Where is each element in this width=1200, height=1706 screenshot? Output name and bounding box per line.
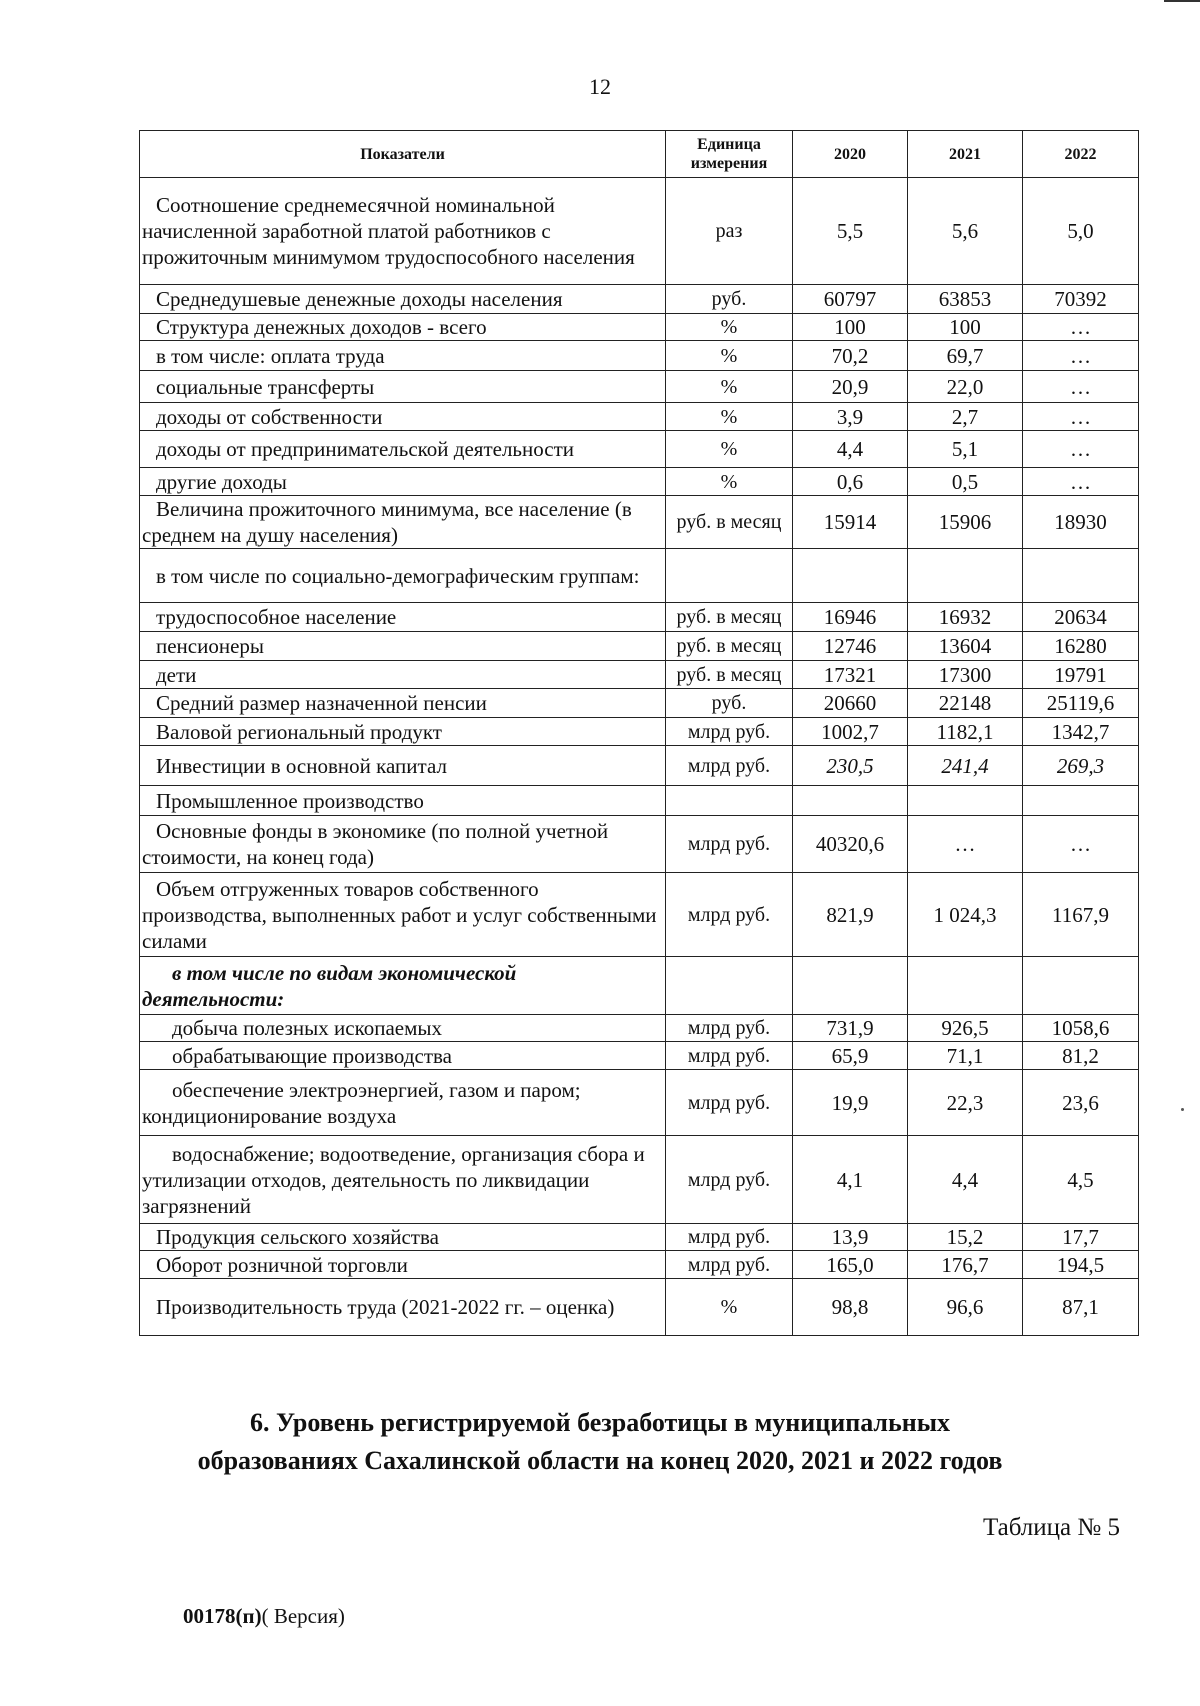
row-value-2022	[1023, 549, 1139, 603]
table-row	[140, 718, 1139, 746]
row-label: доходы от предпринимательской деятельности	[140, 431, 666, 468]
row-value-2022: 1167,9	[1023, 873, 1139, 957]
row-value-2022: 87,1	[1023, 1279, 1139, 1336]
table-row	[140, 314, 1139, 341]
row-value-2020: 13,9	[793, 1224, 908, 1251]
row-value-2022: 194,5	[1023, 1251, 1139, 1279]
row-value-2020: 19,9	[793, 1070, 908, 1136]
row-value-2022: …	[1023, 816, 1139, 873]
row-value-2020: 40320,6	[793, 816, 908, 873]
row-label: водоснабжение; водоотведение, организация сбора и утилизации отходов, деятельность по ликвидации загрязнений	[140, 1136, 666, 1224]
row-value-2020	[793, 549, 908, 603]
scan-edge-dot	[1181, 1108, 1184, 1111]
row-value-2020: 100	[793, 314, 908, 341]
row-value-2022: 1058,6	[1023, 1015, 1139, 1042]
document-code: 00178(п)	[183, 1604, 262, 1628]
row-value-2020: 15914	[793, 496, 908, 549]
row-value-2021: 100	[908, 314, 1023, 341]
table-row	[140, 816, 1139, 873]
header-2022: 2022	[1023, 131, 1139, 178]
row-label: социальные трансферты	[140, 371, 666, 403]
row-value-2020: 60797	[793, 285, 908, 314]
section-heading-line-2: образованиях Сахалинской области на конец 2020, 2021 и 2022 годов	[197, 1446, 1003, 1475]
page-number: 12	[589, 74, 611, 99]
row-value-2022: …	[1023, 341, 1139, 371]
row-value-2022: 81,2	[1023, 1042, 1139, 1070]
row-value-2022: 16280	[1023, 632, 1139, 661]
row-value-2020: 65,9	[793, 1042, 908, 1070]
row-unit: млрд руб.	[666, 1070, 793, 1136]
row-value-2022: 269,3	[1023, 746, 1139, 786]
row-unit: руб. в месяц	[666, 603, 793, 632]
row-value-2020: 98,8	[793, 1279, 908, 1336]
row-label: доходы от собственности	[140, 403, 666, 431]
table-row	[140, 1251, 1139, 1279]
table-row	[140, 285, 1139, 314]
section-heading	[0, 1404, 1200, 1480]
row-value-2021: 4,4	[908, 1136, 1023, 1224]
table-row	[140, 496, 1139, 549]
table-row	[140, 403, 1139, 431]
row-label: другие доходы	[140, 468, 666, 496]
row-value-2022: 17,7	[1023, 1224, 1139, 1251]
table-row	[140, 1042, 1139, 1070]
table-row	[140, 632, 1139, 661]
row-label: Структура денежных доходов - всего	[140, 314, 666, 341]
row-label: в том числе: оплата труда	[140, 341, 666, 371]
row-unit: %	[666, 314, 793, 341]
row-unit: млрд руб.	[666, 816, 793, 873]
row-label: Объем отгруженных товаров собственного производства, выполненных работ и услуг собственными силами	[140, 873, 666, 957]
row-value-2022: 23,6	[1023, 1070, 1139, 1136]
row-value-2020: 3,9	[793, 403, 908, 431]
row-value-2020: 230,5	[793, 746, 908, 786]
row-label: обеспечение электроэнергией, газом и паром; кондиционирование воздуха	[140, 1070, 666, 1136]
table-row	[140, 957, 1139, 1015]
row-unit: млрд руб.	[666, 1224, 793, 1251]
row-value-2020: 4,1	[793, 1136, 908, 1224]
row-value-2022: …	[1023, 468, 1139, 496]
row-label: обрабатывающие производства	[140, 1042, 666, 1070]
row-label: Производительность труда (2021-2022 гг. – оценка)	[140, 1279, 666, 1336]
row-unit: %	[666, 371, 793, 403]
row-value-2022: 25119,6	[1023, 689, 1139, 718]
row-label: Основные фонды в экономике (по полной учетной стоимости, на конец года)	[140, 816, 666, 873]
header-2020: 2020	[793, 131, 908, 178]
row-unit: %	[666, 468, 793, 496]
document-version: ( Версия)	[261, 1604, 345, 1628]
table-header-row	[140, 131, 1139, 178]
row-value-2021: 22,0	[908, 371, 1023, 403]
row-unit	[666, 786, 793, 816]
row-unit	[666, 549, 793, 603]
document-footer	[183, 1604, 345, 1629]
row-value-2022: …	[1023, 371, 1139, 403]
table-row	[140, 1015, 1139, 1042]
row-label: Инвестиции в основной капитал	[140, 746, 666, 786]
table-row	[140, 661, 1139, 689]
table-row	[140, 689, 1139, 718]
row-value-2022: 5,0	[1023, 178, 1139, 285]
row-value-2020	[793, 786, 908, 816]
row-label: Величина прожиточного минимума, все население (в среднем на душу населения)	[140, 496, 666, 549]
row-value-2021: 1182,1	[908, 718, 1023, 746]
row-unit	[666, 957, 793, 1015]
row-value-2021: 22148	[908, 689, 1023, 718]
row-value-2021: 69,7	[908, 341, 1023, 371]
row-value-2022: 20634	[1023, 603, 1139, 632]
header-unit: Единица измерения	[666, 131, 793, 178]
table-row	[140, 1279, 1139, 1336]
row-unit: млрд руб.	[666, 1042, 793, 1070]
row-label: добыча полезных ископаемых	[140, 1015, 666, 1042]
table-row	[140, 1070, 1139, 1136]
row-value-2020: 0,6	[793, 468, 908, 496]
row-value-2022: 70392	[1023, 285, 1139, 314]
table-row	[140, 786, 1139, 816]
row-label: дети	[140, 661, 666, 689]
table-row	[140, 178, 1139, 285]
row-label: в том числе по видам экономической деятельности:	[140, 957, 666, 1015]
row-label: Соотношение среднемесячной номинальной начисленной заработной платой работников с прожиточным минимумом трудоспособного населения	[140, 178, 666, 285]
row-value-2021: 176,7	[908, 1251, 1023, 1279]
row-value-2020: 12746	[793, 632, 908, 661]
row-value-2021: 16932	[908, 603, 1023, 632]
row-value-2021: 2,7	[908, 403, 1023, 431]
row-value-2021: 13604	[908, 632, 1023, 661]
row-label: Промышленное производство	[140, 786, 666, 816]
table-number-label: Таблица № 5	[982, 1514, 1120, 1541]
row-value-2022: 19791	[1023, 661, 1139, 689]
row-value-2022: …	[1023, 403, 1139, 431]
row-label: Валовой региональный продукт	[140, 718, 666, 746]
row-label: трудоспособное население	[140, 603, 666, 632]
row-value-2021: 926,5	[908, 1015, 1023, 1042]
row-value-2020: 731,9	[793, 1015, 908, 1042]
row-unit: %	[666, 431, 793, 468]
row-value-2021: 15906	[908, 496, 1023, 549]
row-value-2020: 821,9	[793, 873, 908, 957]
row-label: в том числе по социально-демографическим группам:	[140, 549, 666, 603]
row-unit: руб. в месяц	[666, 661, 793, 689]
row-value-2020: 70,2	[793, 341, 908, 371]
row-value-2020: 165,0	[793, 1251, 908, 1279]
row-value-2020: 20660	[793, 689, 908, 718]
row-unit: млрд руб.	[666, 873, 793, 957]
row-value-2021	[908, 957, 1023, 1015]
row-unit: %	[666, 403, 793, 431]
table-row	[140, 468, 1139, 496]
row-label: Продукция сельского хозяйства	[140, 1224, 666, 1251]
row-value-2020: 17321	[793, 661, 908, 689]
row-unit: %	[666, 341, 793, 371]
row-value-2020: 1002,7	[793, 718, 908, 746]
row-value-2021: 15,2	[908, 1224, 1023, 1251]
row-unit: руб. в месяц	[666, 496, 793, 549]
table-row	[140, 341, 1139, 371]
row-value-2020: 5,5	[793, 178, 908, 285]
row-value-2021: 17300	[908, 661, 1023, 689]
row-unit: руб.	[666, 689, 793, 718]
row-value-2022: …	[1023, 431, 1139, 468]
row-unit: млрд руб.	[666, 1251, 793, 1279]
row-value-2020	[793, 957, 908, 1015]
row-value-2022	[1023, 786, 1139, 816]
row-value-2022: 1342,7	[1023, 718, 1139, 746]
row-value-2021: 0,5	[908, 468, 1023, 496]
row-value-2022	[1023, 957, 1139, 1015]
table-row	[140, 746, 1139, 786]
row-value-2020: 4,4	[793, 431, 908, 468]
table-row	[140, 549, 1139, 603]
row-unit: млрд руб.	[666, 1136, 793, 1224]
row-unit: руб. в месяц	[666, 632, 793, 661]
table-row	[140, 1224, 1139, 1251]
row-value-2021: 1 024,3	[908, 873, 1023, 957]
row-value-2021: 5,1	[908, 431, 1023, 468]
row-value-2021: 22,3	[908, 1070, 1023, 1136]
row-value-2022: …	[1023, 314, 1139, 341]
row-unit: %	[666, 1279, 793, 1336]
table-row	[140, 1136, 1139, 1224]
row-value-2021: 96,6	[908, 1279, 1023, 1336]
row-value-2020: 20,9	[793, 371, 908, 403]
header-indicator: Показатели	[140, 131, 666, 178]
row-value-2021	[908, 786, 1023, 816]
row-value-2021: 5,6	[908, 178, 1023, 285]
row-label: пенсионеры	[140, 632, 666, 661]
row-label: Оборот розничной торговли	[140, 1251, 666, 1279]
row-value-2021: 71,1	[908, 1042, 1023, 1070]
row-value-2021: 63853	[908, 285, 1023, 314]
scan-corner-mark	[1164, 0, 1200, 2]
indicators-table	[139, 130, 1139, 1336]
row-unit: млрд руб.	[666, 746, 793, 786]
row-value-2021: 241,4	[908, 746, 1023, 786]
header-2021: 2021	[908, 131, 1023, 178]
row-value-2021	[908, 549, 1023, 603]
table-row	[140, 603, 1139, 632]
table-row	[140, 873, 1139, 957]
row-value-2021: …	[908, 816, 1023, 873]
table-row	[140, 371, 1139, 403]
row-value-2022: 18930	[1023, 496, 1139, 549]
row-unit: млрд руб.	[666, 718, 793, 746]
row-unit: раз	[666, 178, 793, 285]
table-row	[140, 431, 1139, 468]
row-label: Средний размер назначенной пенсии	[140, 689, 666, 718]
row-unit: руб.	[666, 285, 793, 314]
row-unit: млрд руб.	[666, 1015, 793, 1042]
row-label: Среднедушевые денежные доходы населения	[140, 285, 666, 314]
section-heading-line-1: 6. Уровень регистрируемой безработицы в муниципальных	[249, 1408, 951, 1437]
row-value-2022: 4,5	[1023, 1136, 1139, 1224]
row-value-2020: 16946	[793, 603, 908, 632]
